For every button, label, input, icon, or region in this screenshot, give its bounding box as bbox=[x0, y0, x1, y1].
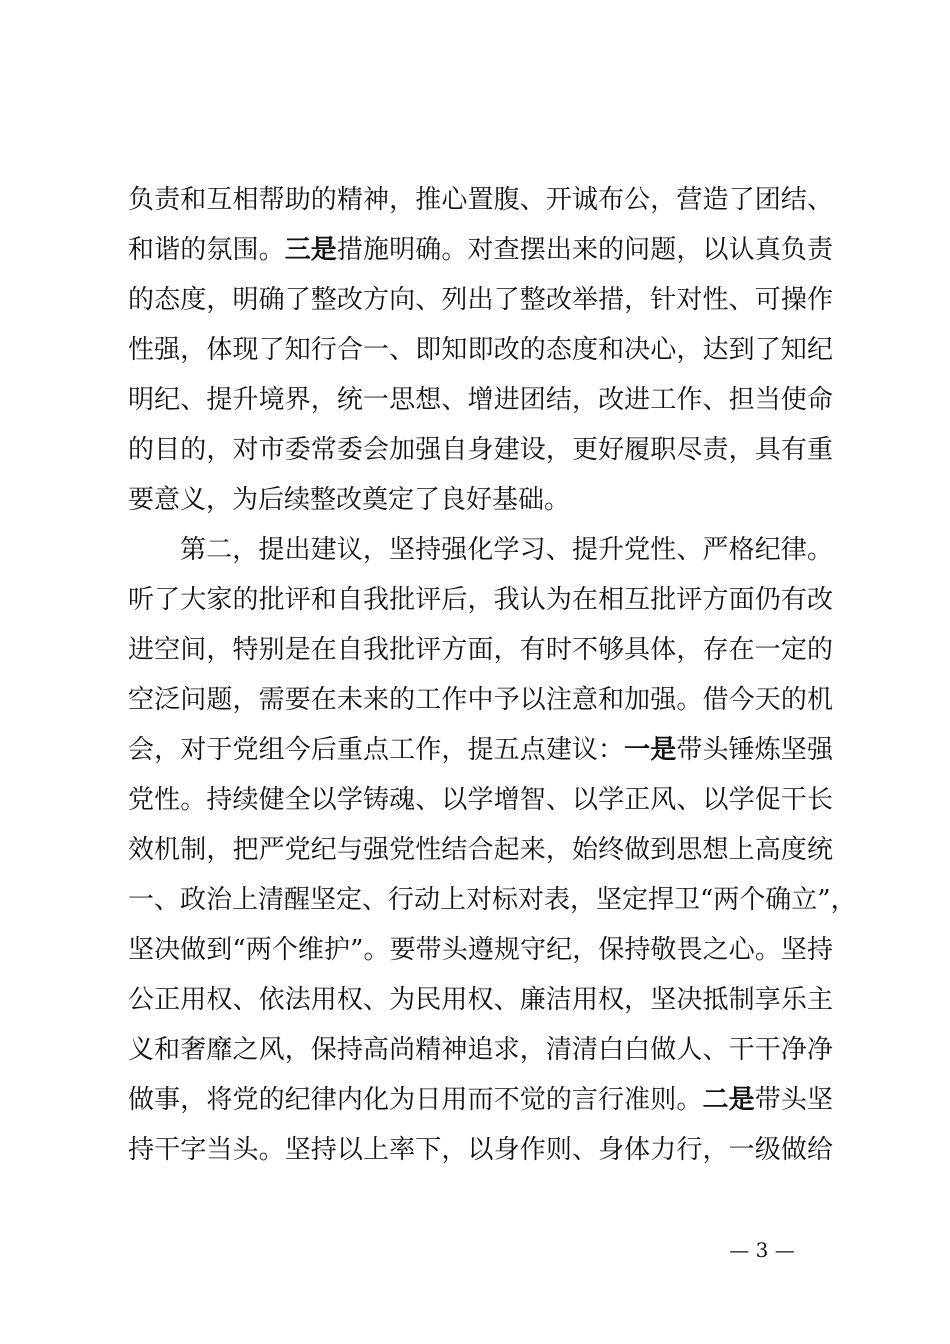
emphasis-marker: 三是 bbox=[284, 235, 337, 265]
body-text-line: 要意义，为后续整改奠定了良好基础。 bbox=[128, 485, 571, 515]
body-text-line: 性强，体现了知行合一、即知即改的态度和决心，达到了知纪 bbox=[128, 335, 833, 365]
body-text-line: 党性。持续健全以学铸魂、以学增智、以学正风、以学促干长 bbox=[128, 785, 833, 815]
body-text-line: 的态度，明确了整改方向、列出了整改举措，针对性、可操作 bbox=[128, 285, 833, 315]
body-text-line: 听了大家的批评和自我批评后，我认为在相互批评方面仍有改 bbox=[128, 585, 833, 615]
body-text-line: 持干字当头。坚持以上率下，以身作则、身体力行，一级做给 bbox=[128, 1135, 833, 1165]
body-text-line: 做事，将党的纪律内化为日用而不觉的言行准则。二是带头坚 bbox=[128, 1085, 833, 1115]
body-text-line: 负责和互相帮助的精神，推心置腹、开诚布公，营造了团结、 bbox=[128, 185, 833, 215]
body-text-line: 坚决做到“两个维护”。要带头遵规守纪，保持敬畏之心。坚持 bbox=[128, 935, 833, 965]
body-text-line: 的目的，对市委常委会加强自身建设，更好履职尽责，具有重 bbox=[128, 435, 833, 465]
body-text-line: 明纪、提升境界，统一思想、增进团结，改进工作、担当使命 bbox=[128, 385, 833, 415]
body-text-line: 进空间，特别是在自我批评方面，有时不够具体，存在一定的 bbox=[128, 635, 833, 665]
body-text-line: 效机制，把严党纪与强党性结合起来，始终做到思想上高度统 bbox=[128, 835, 833, 865]
emphasis-marker: 一是 bbox=[624, 735, 677, 765]
body-text-line: 和谐的氛围。三是措施明确。对查摆出来的问题，以认真负责 bbox=[128, 235, 833, 265]
emphasis-marker: 二是 bbox=[702, 1085, 755, 1115]
body-text-line: 义和奢靡之风，保持高尚精神追求，清清白白做人、干干净净 bbox=[128, 1035, 833, 1065]
section-heading-line: 第二，提出建议，坚持强化学习、提升党性、严格纪律。 bbox=[180, 535, 833, 565]
page-number: — 3 — bbox=[729, 1238, 795, 1262]
body-text-line: 一、政治上清醒坚定、行动上对标对表，坚定捍卫“两个确立”， bbox=[128, 885, 857, 915]
body-text-line: 会，对于党组今后重点工作，提五点建议：一是带头锤炼坚强 bbox=[128, 735, 833, 765]
body-text-line: 公正用权、依法用权、为民用权、廉洁用权，坚决抵制享乐主 bbox=[128, 985, 833, 1015]
body-text-line: 空泛问题，需要在未来的工作中予以注意和加强。借今天的机 bbox=[128, 685, 833, 715]
